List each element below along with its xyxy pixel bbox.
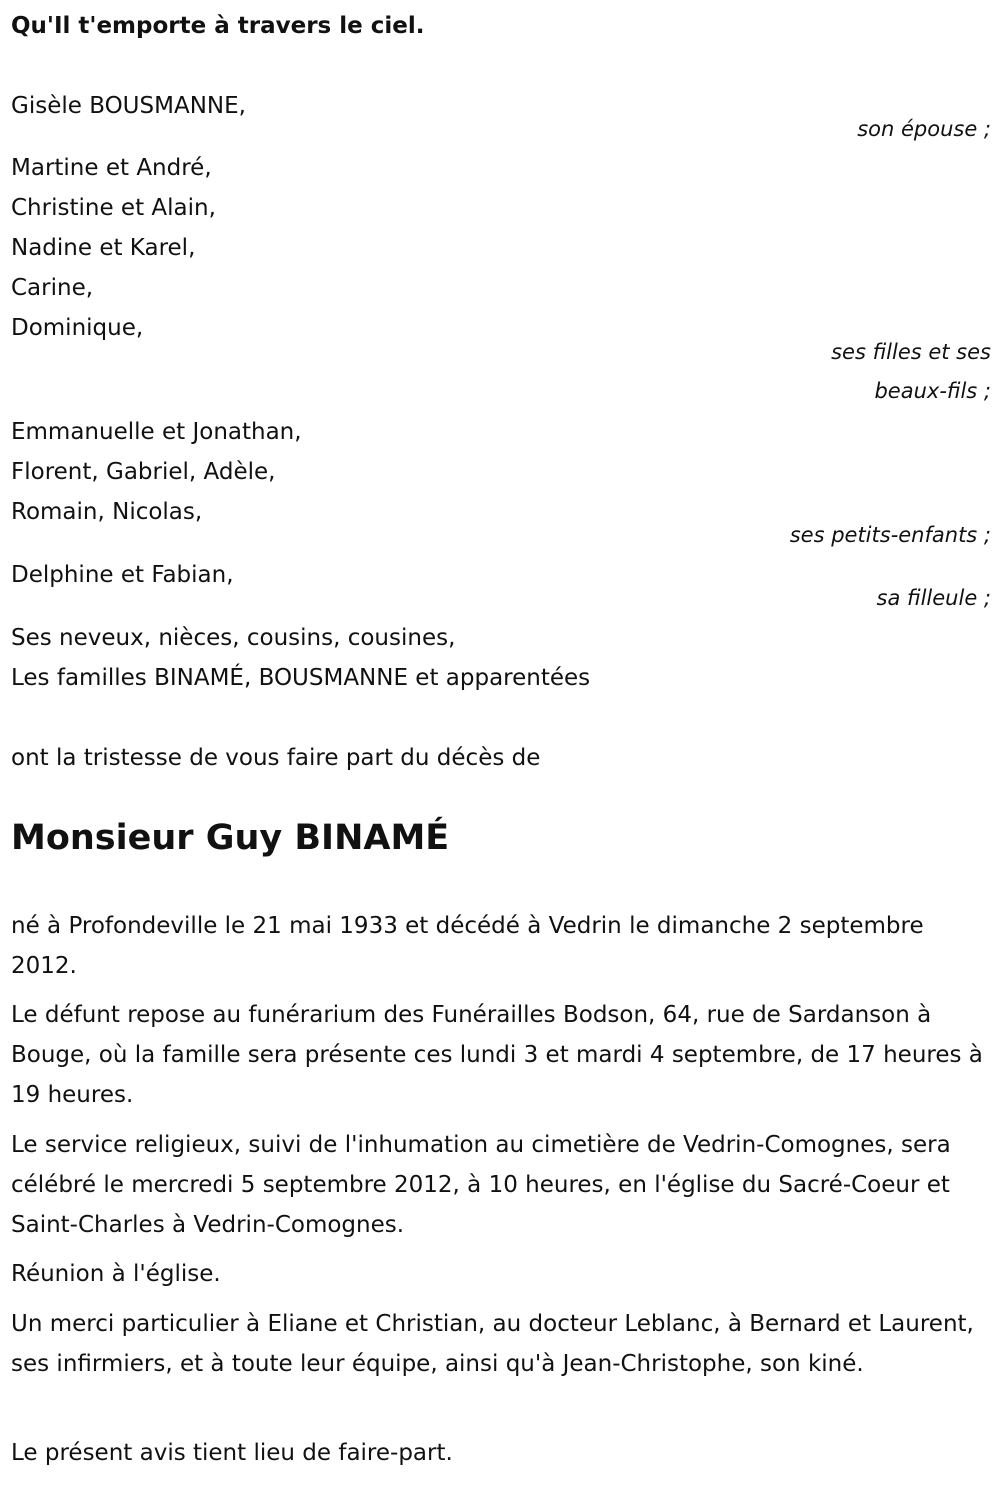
announcement-sentence: ont la tristesse de vous faire part du décès de	[11, 745, 541, 771]
role-line: son épouse ;	[857, 117, 991, 141]
deceased-name: Monsieur Guy BINAMÉ	[11, 818, 450, 858]
role-line: ses filles et ses	[831, 340, 991, 364]
goddaughter-role	[877, 579, 991, 618]
goddaughter-names	[11, 555, 234, 595]
role-line: sa filleule ;	[876, 586, 991, 610]
family-name-line: Nadine et Karel,	[11, 235, 196, 261]
family-name-line: Les familles BINAMÉ, BOUSMANNE et apparentées	[11, 665, 591, 691]
family-name-line: Gisèle BOUSMANNE,	[11, 93, 246, 119]
thanks-paragraph: Un merci particulier à Eliane et Christian, au docteur Leblanc, à Bernard et Laurent, ses infirmiers, et à toute leur équipe, ainsi qu'à Jean-Christophe, son kiné.	[11, 1311, 974, 1377]
family-name-line: Emmanuelle et Jonathan,	[11, 419, 302, 445]
birth-death-paragraph: né à Profondeville le 21 mai 1933 et décédé à Vedrin le dimanche 2 septembre 2012.	[11, 913, 924, 979]
family-name-line: Ses neveux, nièces, cousins, cousines,	[11, 625, 456, 651]
family-name-line: Delphine et Fabian,	[11, 562, 234, 588]
family-name-line: Carine,	[11, 275, 94, 301]
grandchildren-names	[11, 412, 302, 532]
family-name-line: Christine et Alain,	[11, 195, 216, 221]
spouse-names	[11, 86, 246, 126]
role-line: ses petits-enfants ;	[789, 523, 991, 547]
notice-paragraph: Le présent avis tient lieu de faire-part.	[11, 1440, 453, 1466]
daughters-role	[831, 333, 991, 411]
grandchildren-role	[790, 516, 991, 555]
extended-family-names	[11, 618, 590, 698]
family-name-line: Florent, Gabriel, Adèle,	[11, 459, 276, 485]
spouse-role	[857, 110, 991, 149]
family-name-line: Romain, Nicolas,	[11, 499, 203, 525]
role-line: beaux-fils ;	[874, 379, 991, 403]
family-name-line: Dominique,	[11, 315, 144, 341]
daughters-names	[11, 148, 216, 348]
motto: Qu'Il t'emporte à travers le ciel.	[11, 13, 425, 39]
family-name-line: Martine et André,	[11, 155, 212, 181]
funerarium-paragraph: Le défunt repose au funérarium des Funérailles Bodson, 64, rue de Sardanson à Bouge, où la famille sera présente ces lundi 3 et mardi 4 septembre, de 17 heures à 19 heures.	[11, 1002, 983, 1108]
obituary-notice	[11, 0, 991, 1488]
service-paragraph: Le service religieux, suivi de l'inhumation au cimetière de Vedrin-Comognes, sera célébré le mercredi 5 septembre 2012, à 10 heures, en l'église du Sacré-Coeur et Saint-Charles à Vedrin-Comognes.	[11, 1132, 951, 1238]
meeting-paragraph: Réunion à l'église.	[11, 1261, 221, 1287]
